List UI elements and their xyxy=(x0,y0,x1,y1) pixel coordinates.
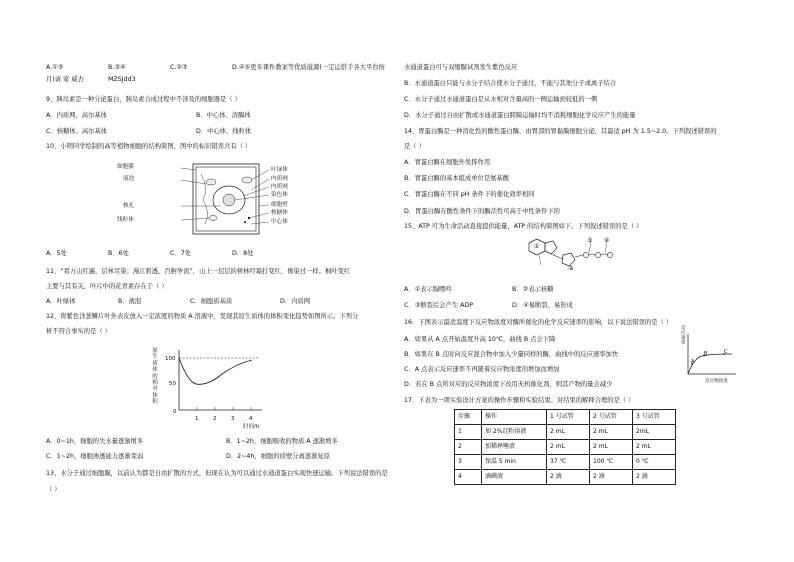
q13-option-d: D．水分子通过自由扩散或水通道蛋白跨膜运输时均不消耗细胞化学反应产生的能量 xyxy=(404,112,636,119)
table-header-cell: 1 号试管 xyxy=(547,410,590,425)
q10-option-a: A．5处 xyxy=(46,250,67,257)
cell-label-cell-wall: 细胞壁 xyxy=(271,202,288,208)
q8-code: MZSJdd3 xyxy=(107,76,136,83)
atp-label-3: ③ xyxy=(587,237,593,244)
graph-xtick-3: 3 xyxy=(231,416,235,422)
q11-option-d: D．内质网 xyxy=(280,298,311,305)
table-cell: 2 mL xyxy=(590,440,633,455)
q14-option-b: B．胃蛋白酶的基本组成单位是氨基酸 xyxy=(404,175,510,182)
rate-point-c: C xyxy=(724,349,728,355)
q9-options-row1 xyxy=(46,111,346,122)
table-cell: 2 mL xyxy=(633,440,676,455)
cell-label-nuclear-pore: 核孔 xyxy=(123,203,135,209)
graph-xtick-2: 2 xyxy=(213,416,217,422)
cell-label-mitochondria: 线粒体 xyxy=(117,217,134,223)
graph-xtick-1: 1 xyxy=(195,416,199,422)
cell-label-vacuole: 液泡 xyxy=(123,176,135,182)
q16-option-d: D．若在 B 点所对应的反应物浓度下改用无机催化剂，则其产物的量会减少 xyxy=(404,381,613,388)
cell-label-er-2: 内质网 xyxy=(271,184,288,190)
graph-ylabel-char: 体 xyxy=(152,392,158,399)
q12-option-b: B．1~2h，细胞吸收的物质 A 逐渐增多 xyxy=(226,438,338,445)
q16-option-a: A．如果从 A 点开始温度升高 10℃，曲线 B 点会下降 xyxy=(404,336,556,343)
cell-label-centrosome: 中心体 xyxy=(271,219,288,225)
q15-option-d: D．④易断裂、易形成 xyxy=(512,302,573,309)
q10-option-d: D．8处 xyxy=(232,250,254,257)
q15-options-row1 xyxy=(404,285,662,296)
table-cell: 2 mL xyxy=(590,425,633,440)
q9-options-row2 xyxy=(46,127,346,138)
q10-stem: 10、小明同学绘制的高等植物细胞的结构简图，图中的标识错误共有（ ） xyxy=(46,143,252,150)
table-cell: 37 ℃ xyxy=(547,455,590,470)
q15-option-b: B．②表示核糖 xyxy=(512,286,554,293)
graph-ylabel-char: 相 xyxy=(152,380,158,387)
q8-tail xyxy=(46,75,136,86)
q11-stem-2: 主要与其有关，叶片中的花青素存在于（ ） xyxy=(46,283,168,290)
q12-options-row2 xyxy=(46,452,376,463)
rate-graph-ylabel: 反应速率 xyxy=(681,326,686,346)
q16-option-c: C．A 点表示反应速率不再随着反应物浓度的增加而增加 xyxy=(404,366,560,373)
q8-option-c: C.②③ xyxy=(170,64,188,71)
q11-option-b: B．液泡 xyxy=(118,298,142,305)
graph-ytick-50: 50 xyxy=(169,381,176,387)
q12-option-d: D．2~4h，细胞的质壁分离逐渐复原 xyxy=(226,453,330,460)
table-cell: 2 xyxy=(455,440,482,455)
volume-graph xyxy=(174,350,266,414)
q13-option-c: C．水分子通过水通道蛋白是从水相对含量高的一侧运输到较低的一侧 xyxy=(404,96,598,103)
q9-stem: 9、胰岛素是一种分泌蛋白，胰岛素合成过程中不涉及的细胞器是（ ） xyxy=(46,96,241,103)
q13-option-b: B．水通道蛋白只能与水分子结合使水分子通过，不能与其他分子或离子结合 xyxy=(404,80,617,87)
graph-ylabel-char: 的 xyxy=(152,373,158,380)
q10-option-c: C．7处 xyxy=(170,250,191,257)
graph-xtick-4: 4 xyxy=(249,416,253,422)
table-cell: 2 mL xyxy=(547,425,590,440)
atp-label-1: ① xyxy=(534,243,540,250)
table-header-cell: 步骤 xyxy=(455,410,482,425)
q15-option-a: A．①表示腺嘌呤 xyxy=(404,286,452,293)
cell-label-chromosome: 染色体 xyxy=(271,192,288,198)
q9-option-a: A．内质网、高尔基体 xyxy=(46,112,107,119)
q8-options xyxy=(46,63,385,74)
q12-options-row1 xyxy=(46,437,376,448)
q15-options-row2 xyxy=(404,301,662,312)
q10-option-b: B．6处 xyxy=(108,250,129,257)
atp-label-4: ④ xyxy=(604,237,610,244)
q11-options xyxy=(46,297,342,308)
q12-option-a: A．0~1h，细胞的失水量逐渐增多 xyxy=(46,438,144,445)
q14-stem-2: 是（ ） xyxy=(404,143,425,150)
rate-graph-xlabel: 反应物浓度 xyxy=(705,379,728,384)
table-cell: 2 滴 xyxy=(590,470,633,485)
rate-point-a: A xyxy=(691,359,695,365)
graph-ylabel-char: 生 xyxy=(152,354,158,361)
graph-ylabel-char: 原 xyxy=(152,348,158,354)
q14-option-a: A．胃蛋白酶在细胞外发挥作用 xyxy=(404,159,491,166)
cell-label-chloroplast: 叶绿体 xyxy=(271,167,288,173)
cell-label-membrane: 细胞膜 xyxy=(117,164,134,170)
q11-stem-1: 11、“看万山红遍，层林尽染；漫江碧透，百舸争流”，山上一层层的树林经霜打变红，像染过一样。枫叶变红 xyxy=(46,268,351,275)
atp-structure-diagram xyxy=(519,235,629,273)
table-row xyxy=(455,455,676,470)
table-cell: 2 滴 xyxy=(633,470,676,485)
table-cell: 加 2%淀粉溶液 xyxy=(482,425,547,440)
q12-option-c: C．1~2h，细胞渗透能力逐渐变弱 xyxy=(46,453,144,460)
q16-option-b: B．如果在 B 点时向反应混合物中加入少量同样的酶，曲线中的反应速率加快 xyxy=(404,351,619,358)
q10-options xyxy=(46,249,294,260)
q17-stem: 17．下表为一项实验设计方案的操作步骤和实验结果。对结果的解释合理的是（ ） xyxy=(404,397,635,404)
table-cell: 2 mL xyxy=(547,440,590,455)
q14-option-c: C．胃蛋白酶在不同 pH 条件下的催化效率相同 xyxy=(404,191,535,198)
q13-stem-1: 13、水分子通过细胞膜，以前认为都是自由扩散的方式，但现在认为可以通过水通道蛋白实现快速运输。下列说法错误的是 xyxy=(46,470,388,477)
atp-label-2: ② xyxy=(568,265,574,272)
q13-option-a: 水通道蛋白可与双缩脲试剂发生紫色反应 xyxy=(404,64,518,71)
table-cell: 2 滴 xyxy=(547,470,590,485)
graph-xlabel: 时间/h xyxy=(243,424,260,430)
table-cell: 1 xyxy=(455,425,482,440)
q12-stem-2: 析不符合事实的是（ ） xyxy=(46,328,111,335)
q9-option-c: C．核糖体、高尔基体 xyxy=(46,128,108,135)
table-row xyxy=(455,470,676,485)
q11-option-c: C．细胞质基质 xyxy=(190,298,233,305)
graph-ytick-100: 100 xyxy=(165,356,176,362)
cell-label-er-1: 内质网 xyxy=(271,176,288,182)
cell-label-ribosome: 核糖体 xyxy=(271,210,288,216)
table-header-cell: 3 号试管 xyxy=(633,410,676,425)
graph-ylabel-char: 对 xyxy=(152,386,158,393)
table-cell: 滴碘液 xyxy=(482,470,547,485)
volume-curve xyxy=(179,358,252,384)
q9-option-d: D．中心体、线粒体 xyxy=(196,128,252,135)
graph-ylabel-char: 积 xyxy=(152,399,158,406)
q8-option-d: D.④⑤更多课件教案等优质滋源(一定运搭手各大平台按 xyxy=(232,64,385,71)
q8-tail-text: 月)请 家 威杏 xyxy=(46,76,84,83)
q12-stem-1: 12、将紫色洋葱鳞片叶外表皮放入一定浓度的物质 A 溶液中，发现其原生质体的体积变化趋势如图所示。下列分 xyxy=(46,313,359,320)
q15-stem: 15、ATP 可为生命活动直接提供能量，ATP 的结构简图如下。下列叙述错误的是（ ） xyxy=(404,223,643,230)
table-cell: 100 ℃ xyxy=(590,455,633,470)
table-cell: 加稀释唾液 xyxy=(482,440,547,455)
q8-option-a: A.①⑤ xyxy=(46,64,64,71)
graph-ylabel xyxy=(146,348,164,406)
rate-point-b: B xyxy=(704,351,708,357)
table-row xyxy=(455,425,676,440)
q13-stem-2: （ ） xyxy=(46,486,61,493)
table-cell: 2mL xyxy=(633,425,676,440)
table-cell: 4 xyxy=(455,470,482,485)
table-header-cell: 操作 xyxy=(482,410,547,425)
q16-stem: 16．下图表示最适温度下反应物浓度对酶所催化的化学反应速率的影响，以下说法错误的是（ ） xyxy=(404,319,673,326)
table-row xyxy=(455,440,676,455)
table-header-row xyxy=(455,410,676,425)
q14-stem-1: 14、胃蛋白酶是一种消化性的酸性蛋白酶，由胃部的胃黏膜细胞分泌，其最适 pH 为 1.5~2.0。下列叙述错误的 xyxy=(404,128,717,135)
table-cell: 保温 5 min xyxy=(482,455,547,470)
q9-option-b: B．中心体、溶酶体 xyxy=(196,112,251,119)
experiment-table xyxy=(454,409,676,485)
table-cell: 3 xyxy=(455,455,482,470)
table-cell: 0 ℃ xyxy=(633,455,676,470)
q11-option-a: A．叶绿体 xyxy=(46,298,76,305)
q8-option-b: B.③④ xyxy=(108,64,126,71)
graph-ylabel-char: 质 xyxy=(152,360,158,367)
graph-ytick-0: 0 xyxy=(173,409,177,415)
q14-option-d: D．胃蛋白酶在酸性条件下的酶活性可高于中性条件下的 xyxy=(404,208,560,215)
graph-ylabel-char: 体 xyxy=(152,367,158,374)
q15-option-c: C．③断裂后会产生 ADP xyxy=(404,302,474,309)
table-header-cell: 2 号试管 xyxy=(590,410,633,425)
